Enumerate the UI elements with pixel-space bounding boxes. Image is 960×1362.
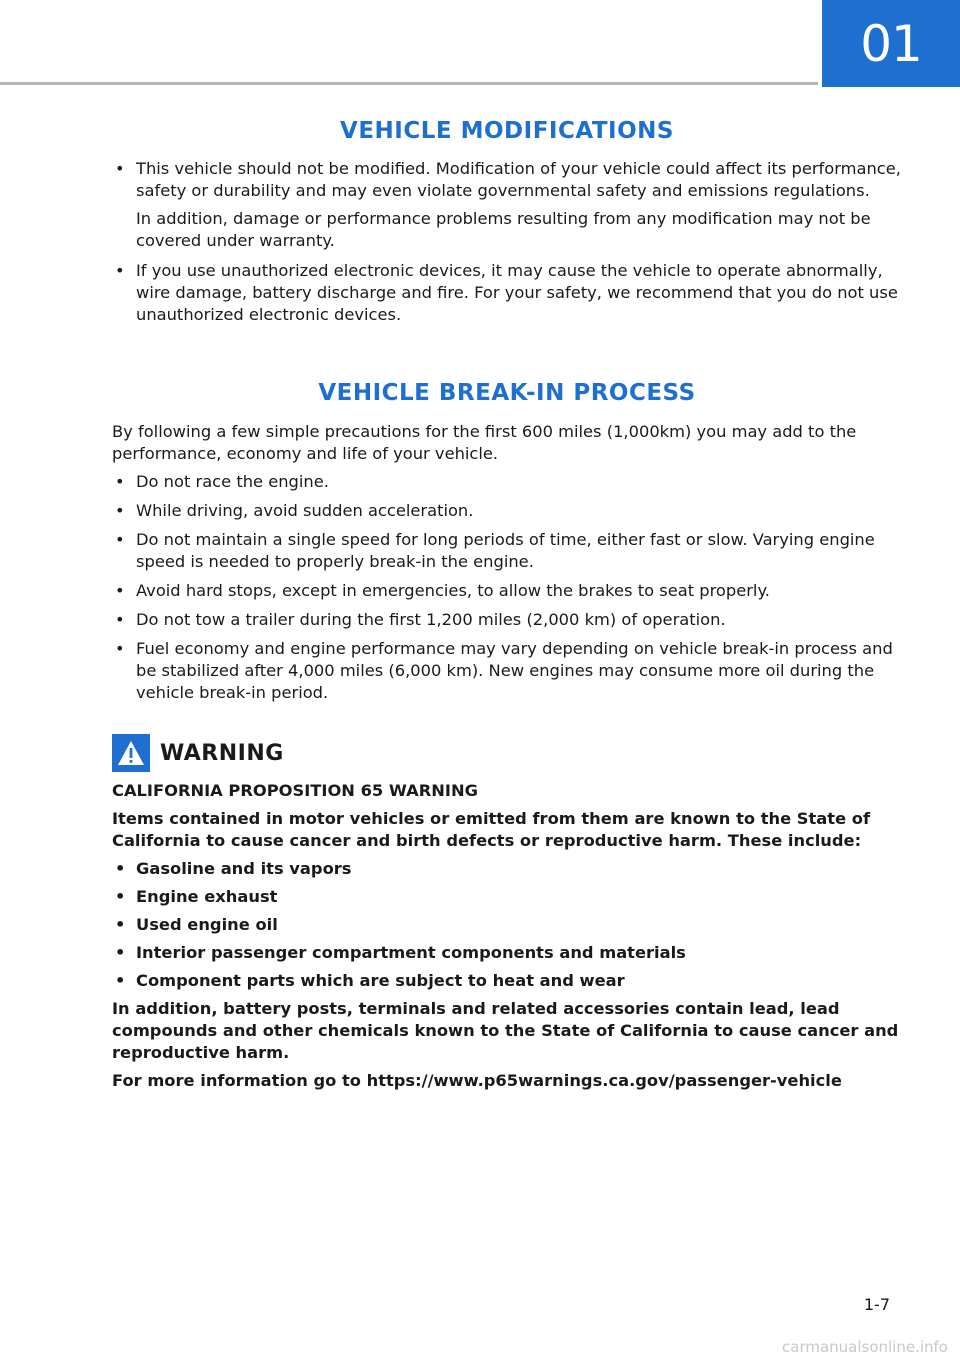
list-item: • While driving, avoid sudden acceleration. xyxy=(112,500,902,522)
breakin-list xyxy=(112,471,902,704)
header-rule xyxy=(0,82,818,85)
modifications-title: VEHICLE MODIFICATIONS xyxy=(340,118,674,144)
warning-addition: In addition, battery posts, terminals and related accessories contain lead, lead compounds and other chemicals known to the State of California to cause cancer and reproductive harm. xyxy=(112,999,899,1062)
modification-item-2: If you use unauthorized electronic devices, it may cause the vehicle to operate abnormally, wire damage, battery discharge and fire. For your safety, we recommend that you do not use unauthorized electronic devices. xyxy=(136,261,898,324)
list-item: • Do not race the engine. xyxy=(112,471,902,493)
modification-item-1: This vehicle should not be modified. Modification of your vehicle could affect its performance, safety or durability and may even violate governmental safety and emissions regulations. xyxy=(136,159,901,200)
list-item: • Avoid hard stops, except in emergencies, to allow the brakes to seat properly. xyxy=(112,580,902,602)
warning-list xyxy=(112,858,902,992)
list-item: • Component parts which are subject to heat and wear xyxy=(112,970,902,992)
list-item: • Engine exhaust xyxy=(112,886,902,908)
warning-intro: Items contained in motor vehicles or emitted from them are known to the State of California to cause cancer and birth defects or reproductive harm. These include: xyxy=(112,809,871,850)
warning-more-info: For more information go to https://www.p65warnings.ca.gov/passenger-vehicle xyxy=(112,1071,842,1090)
warning-header xyxy=(112,734,902,772)
list-item: • Fuel economy and engine performance may vary depending on vehicle break-in process and be stabilized after 4,000 miles (6,000 km). New engines may consume more oil during the vehicle break-in period. xyxy=(112,638,902,704)
breakin-intro: By following a few simple precautions for the first 600 miles (1,000km) you may add to the performance, economy and life of your vehicle. xyxy=(112,422,857,463)
breakin-title: VEHICLE BREAK-IN PROCESS xyxy=(318,380,696,406)
warning-heading: CALIFORNIA PROPOSITION 65 WARNING xyxy=(112,781,478,800)
watermark: carmanualsonline.info xyxy=(782,1338,948,1356)
list-item: • Used engine oil xyxy=(112,914,902,936)
list-item: • Do not maintain a single speed for long periods of time, either fast or slow. Varying engine speed is needed to properly break-in the engine. xyxy=(112,529,902,573)
page-content xyxy=(112,118,902,1092)
list-item xyxy=(112,158,902,252)
list-item: • Do not tow a trailer during the first 1,200 miles (2,000 km) of operation. xyxy=(112,609,902,631)
chapter-number: 01 xyxy=(860,14,922,73)
modifications-list xyxy=(112,158,902,326)
page-number: 1-7 xyxy=(863,1295,890,1314)
warning-triangle-icon xyxy=(112,734,150,772)
list-item xyxy=(112,260,902,326)
modification-item-1-extra: In addition, damage or performance problems resulting from any modification may not be covered under warranty. xyxy=(136,209,871,250)
chapter-tab xyxy=(822,0,960,87)
warning-label: WARNING xyxy=(160,740,284,766)
list-item: • Gasoline and its vapors xyxy=(112,858,902,880)
list-item: • Interior passenger compartment components and materials xyxy=(112,942,902,964)
